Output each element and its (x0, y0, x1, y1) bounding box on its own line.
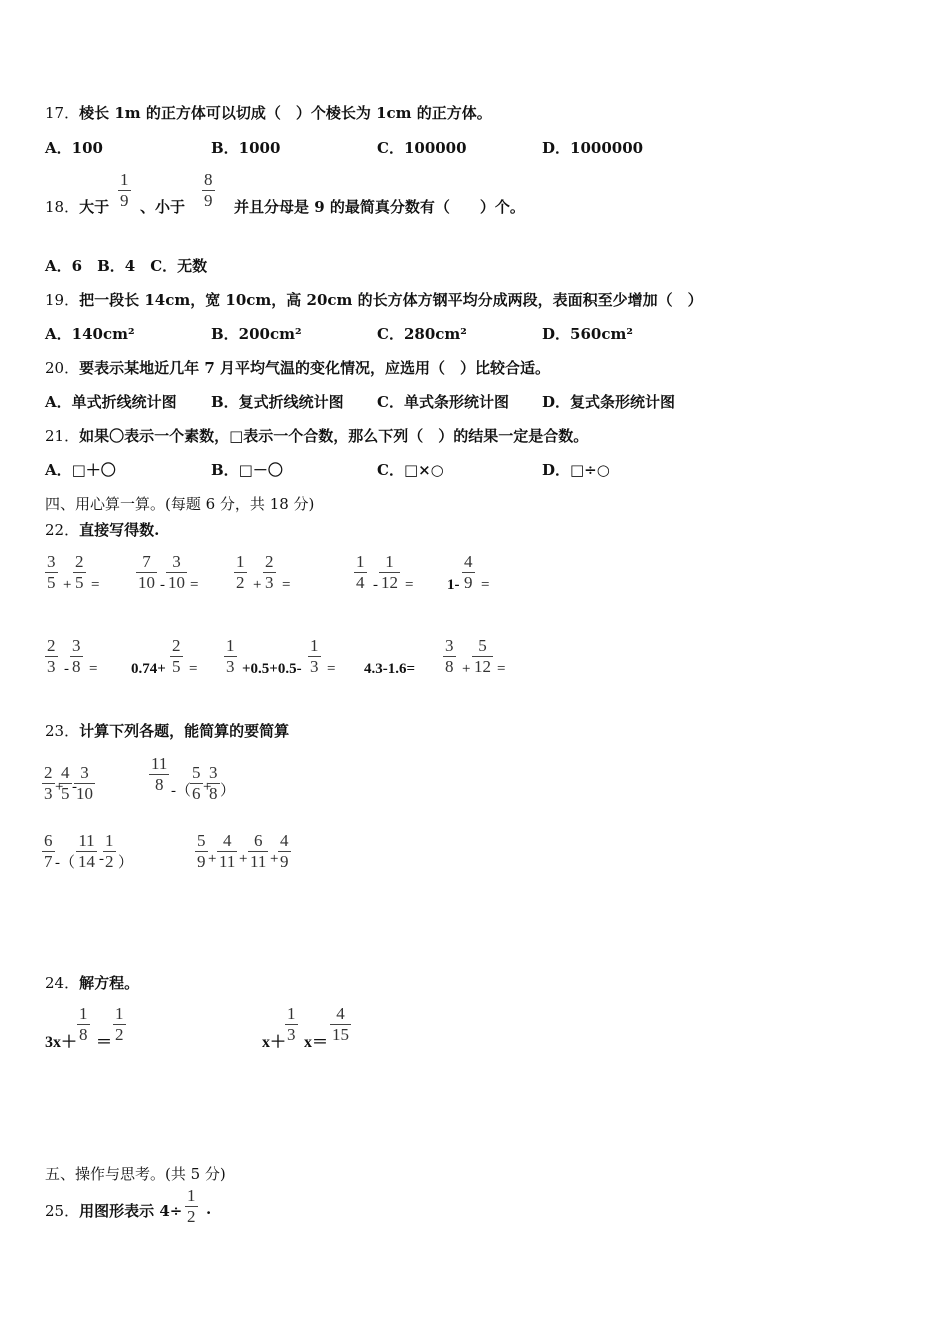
fraction: $\frac{2}{3}$ (44, 763, 53, 803)
option-b: B．200cm² (211, 325, 302, 343)
fraction: $\frac{3}{10}$ (168, 552, 185, 592)
fraction: $\frac{1}{2}$ (236, 552, 245, 592)
question-text: 要表示某地近几年 7 月平均气温的变化情况，应选用（ ）比较合适。 (79, 359, 550, 377)
fraction: $\frac{1}{4}$ (356, 552, 365, 592)
fraction: $\frac{3}{8}$ (72, 636, 81, 676)
section-heading: 五、操作与思考。(共 5 分) (45, 1165, 226, 1183)
question-20 (45, 357, 550, 378)
fraction: $\frac{11}{8}$ (151, 754, 168, 794)
option-c: C．□×○ (377, 461, 444, 479)
fraction: $\frac{1}{2}$ (105, 831, 114, 871)
period: . (206, 1200, 212, 1218)
fraction: $\frac{4}{5}$ (61, 763, 70, 803)
question-number: 20． (45, 359, 80, 377)
question-text: 计算下列各题，能简算的要简算 (79, 722, 290, 740)
section-heading: 四、用心算一算。(每题 6 分，共 18 分) (45, 495, 315, 513)
question-text: 如果〇表示一个素数，□表示一个合数，那么下列（ ）的结果一定是合数。 (79, 427, 589, 445)
fraction: $\frac{11}{14}$ (78, 831, 95, 871)
options-line: A．6 B．4 C．无数 (45, 257, 208, 275)
fraction: $\frac{3}{8}$ (209, 763, 218, 803)
option-d: D．复式条形统计图 (542, 393, 676, 411)
option-b: B．复式折线统计图 (211, 393, 344, 411)
option-a: A．100 (45, 139, 103, 157)
question-text-1: 大于 (79, 198, 110, 216)
question-23 (45, 720, 289, 741)
fraction: $\frac{2}{5}$ (172, 636, 181, 676)
fraction: $\frac{2}{3}$ (265, 552, 274, 592)
fraction: $\frac{1}{3}$ (287, 1004, 296, 1044)
question-number: 17． (45, 104, 80, 122)
option-b: B．1000 (211, 139, 281, 157)
fraction: $\frac{3}{5}$ (47, 552, 56, 592)
question-text: 把一段长 14cm，宽 10cm，高 20cm 的长方体方钢平均分成两段，表面积至少增加（ ） (79, 291, 703, 309)
question-21 (45, 425, 588, 446)
fraction: $\frac{7}{10}$ (138, 552, 155, 592)
option-c: C．280cm² (377, 325, 467, 343)
question-number: 19． (45, 291, 80, 309)
question-24 (45, 972, 139, 993)
fraction: $\frac{2}{3}$ (47, 636, 56, 676)
fraction: $\frac{4}{15}$ (332, 1004, 349, 1044)
question-22 (45, 519, 159, 540)
question-number: 23． (45, 722, 80, 740)
question-text: 棱长 1m 的正方体可以切成（ ）个棱长为 1cm 的正方体。 (79, 104, 492, 122)
fraction: $\frac{1}{8}$ (79, 1004, 88, 1044)
fraction: $\frac{1}{9}$ (120, 170, 129, 210)
question-number: 24． (45, 974, 80, 992)
option-d: D．□÷○ (542, 461, 610, 479)
question-number: 21． (45, 427, 80, 445)
option-a: A．□＋〇 (45, 461, 116, 479)
fraction: $\frac{8}{9}$ (204, 170, 213, 210)
fraction: $\frac{5}{6}$ (192, 763, 201, 803)
fraction: $\frac{5}{12}$ (474, 636, 491, 676)
option-b: B．□－〇 (211, 461, 283, 479)
fraction: $\frac{3}{8}$ (445, 636, 454, 676)
fraction: $\frac{2}{5}$ (75, 552, 84, 592)
fraction: $\frac{1}{2}$ (187, 1186, 196, 1226)
fraction: $\frac{6}{7}$ (44, 831, 53, 871)
fraction: $\frac{5}{9}$ (197, 831, 206, 871)
fraction: $\frac{1}{3}$ (310, 636, 319, 676)
question-text-3: 并且分母是 9 的最简真分数有（ ）个。 (234, 198, 525, 216)
question-number: 22． (45, 521, 80, 539)
option-c: C．100000 (377, 139, 467, 157)
option-a: A．140cm² (45, 325, 135, 343)
question-number: 25． (45, 1202, 80, 1220)
question-text: 解方程。 (79, 974, 140, 992)
question-19 (45, 289, 703, 310)
question-18 (45, 196, 109, 217)
fraction: $\frac{1}{12}$ (381, 552, 398, 592)
fraction: $\frac{4}{9}$ (280, 831, 289, 871)
fraction: $\frac{1}{2}$ (115, 1004, 124, 1044)
fraction: $\frac{4}{9}$ (464, 552, 473, 592)
fraction: $\frac{1}{3}$ (226, 636, 235, 676)
fraction: $\frac{4}{11}$ (219, 831, 236, 871)
option-c: C．单式条形统计图 (377, 393, 509, 411)
question-17 (45, 102, 492, 123)
option-d: D．560cm² (542, 325, 633, 343)
question-text: 用图形表示 4÷ (79, 1202, 183, 1220)
question-text-2: 、小于 (140, 198, 186, 216)
option-d: D．1000000 (542, 139, 644, 157)
question-25 (45, 1200, 182, 1221)
option-a: A．单式折线统计图 (45, 393, 177, 411)
fraction: $\frac{6}{11}$ (250, 831, 267, 871)
fraction: $\frac{3}{10}$ (76, 763, 93, 803)
question-number: 18． (45, 198, 80, 216)
question-text: 直接写得数. (79, 521, 160, 539)
